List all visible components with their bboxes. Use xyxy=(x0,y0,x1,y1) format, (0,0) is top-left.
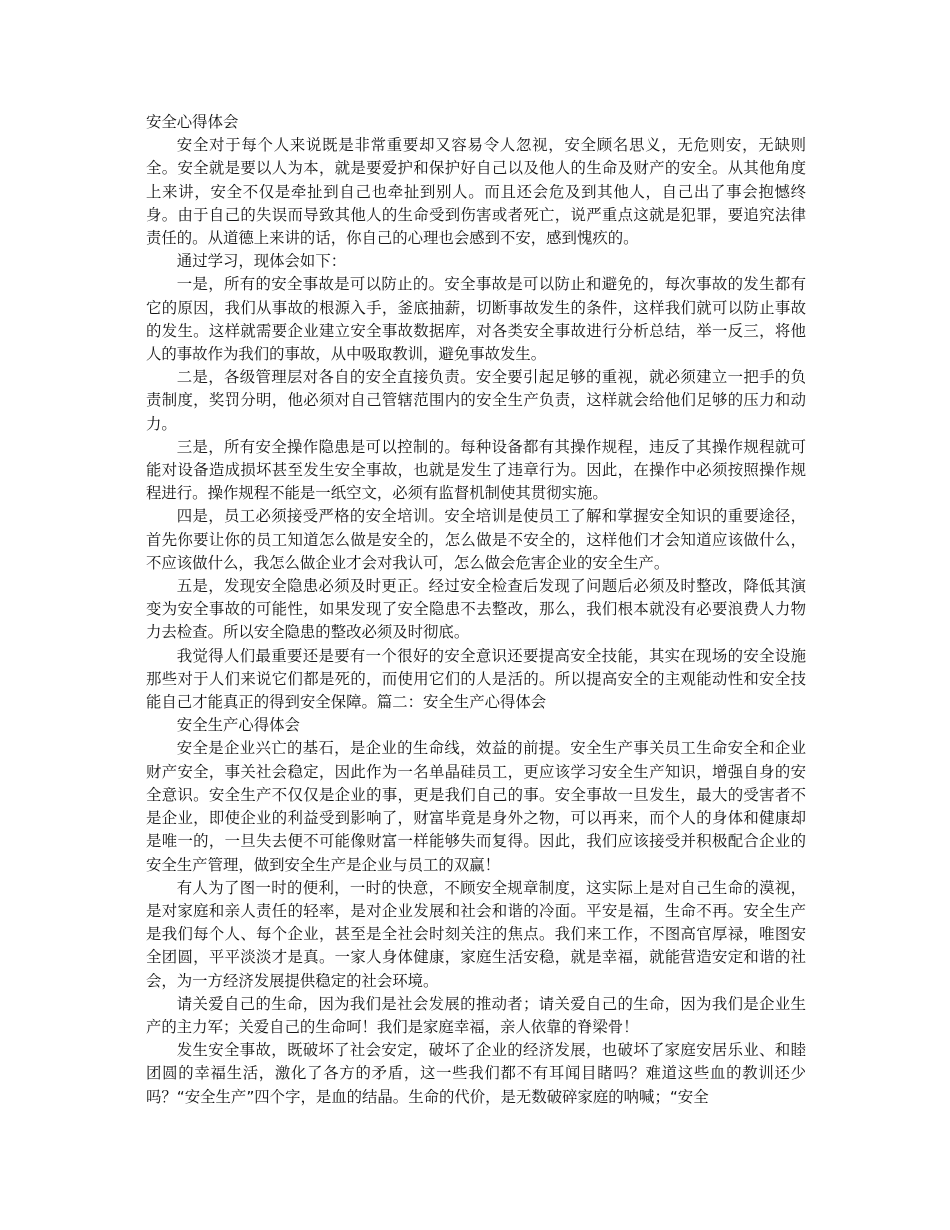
paragraph: 一是，所有的安全事故是可以防止的。安全事故是可以防止和避免的，每次事故的发生都有它的原因，我们从事故的根源入手，釜底抽薪，切断事故发生的条件，这样我们就可以防止事故的发生。这样就需要企业建立安全事故数据库，对各类安全事故进行分析总结，举一反三，将他人的事故作为我们的事故，从中吸取教训，避免事故发生。 xyxy=(146,275,806,364)
paragraph: 有人为了图一时的便利，一时的快意，不顾安全规章制度，这实际上是对自己生命的漠视，是对家庭和亲人责任的轻率，是对企业发展和社会和谐的冷面。平安是福，生命不再。安全生产是我们每个人、每个企业，甚至是全社会时刻关注的焦点。我们来工作，不图高官厚禄，唯图安全团圆，平平淡淡才是真。一家人身体健康，家庭生活安稳，就是幸福，就能营造安定和谐的社会，为一方经济发展提供稳定的社会环境。 xyxy=(146,878,806,990)
paragraph: 通过学习，现体会如下： xyxy=(176,252,347,271)
paragraph: 五是，发现安全隐患必须及时更正。经过安全检查后发现了问题后必须及时整改，降低其演变为安全事故的可能性，如果发现了安全隐患不去整改，那么，我们根本就没有必要浪费人力物力去检查。所以安全隐患的整改必须及时彻底。 xyxy=(146,577,806,642)
document-title: 安全心得体会 xyxy=(146,113,239,131)
paragraph: 三是，所有安全操作隐患是可以控制的。每种设备都有其操作规程，违反了其操作规程就可能对设备造成损坏甚至发生安全事故，也就是发生了违章行为。因此，在操作中必须按照操作规程进行。操作规程不能是一纸空文，必须有监督机制使其贯彻实施。 xyxy=(146,437,806,503)
paragraph: 安全是企业兴亡的基石，是企业的生命线，效益的前提。安全生产事关员工生命安全和企业财产安全，事关社会稳定，因此作为一名单晶硅员工，更应该学习安全生产知识，增强自身的安全意识。安全生产不仅仅是企业的事，更是我们自己的事。安全事故一旦发生，最大的受害者不是企业，即使企业的利益受到影响了，财富毕竟是身外之物，可以再来，而个人的身体和健康却是唯一的，一旦失去便不可能像财富一样能够失而复得。因此，我们应该接受并积极配合企业的安全生产管理，做到安全生产是企业与员工的双赢！ xyxy=(146,739,806,874)
paragraph: 发生安全事故，既破坏了社会安定，破坏了企业的经济发展，也破坏了家庭安居乐业、和睦团圆的幸福生活，激化了各方的矛盾，这一些我们都不有耳闻目睹吗？难道这些血的教训还少吗？“安全生产”四个字，是血的结晶。生命的代价，是无数破碎家庭的呐喊；“安全 xyxy=(146,1041,806,1106)
paragraph: 四是，员工必须接受严格的安全培训。安全培训是使员工了解和掌握安全知识的重要途径，首先你要让你的员工知道怎么做是安全的，怎么做是不安全的，这样他们才会知道应该做什么，不应该做什么，我怎么做企业才会对我认可，怎么做会危害企业的安全生产。 xyxy=(146,507,806,572)
paragraph: 我觉得人们最重要还是要有一个很好的安全意识还要提高安全技能，其实在现场的安全设施那些对于人们来说它们都是死的，而使用它们的人是活的。所以提高安全的主观能动性和安全技能自己才能真正的得到安全保障。篇二：安全生产心得体会 xyxy=(146,646,806,712)
paragraph: 请关爱自己的生命，因为我们是社会发展的推动者；请关爱自己的生命，因为我们是企业生产的主力军；关爱自己的生命呵！我们是家庭幸福，亲人依靠的脊梁骨！ xyxy=(146,994,806,1036)
paragraph: 安全对于每个人来说既是非常重要却又容易令人忽视，安全顾名思义，无危则安，无缺则全。安全就是要以人为本，就是要爱护和保护好自己以及他人的生命及财产的安全。从其他角度上来讲，安全不仅是牵扯到自己也牵扯到别人。而且还会危及到其他人，自己出了事会抱憾终身。由于自己的失误而导致其他人的生命受到伤害或者死亡，说严重点这就是犯罪，要追究法律责任的。从道德上来讲的话，你自己的心理也会感到不安，感到愧疚的。 xyxy=(146,136,806,248)
paragraph: 二是，各级管理层对各自的安全直接负责。安全要引起足够的重视，就必须建立一把手的负责制度，奖罚分明，他必须对自己管辖范围内的安全生产负责，这样就会给他们足够的压力和动力。 xyxy=(146,368,806,433)
section-heading: 安全生产心得体会 xyxy=(176,716,300,735)
document-body xyxy=(146,111,806,1109)
